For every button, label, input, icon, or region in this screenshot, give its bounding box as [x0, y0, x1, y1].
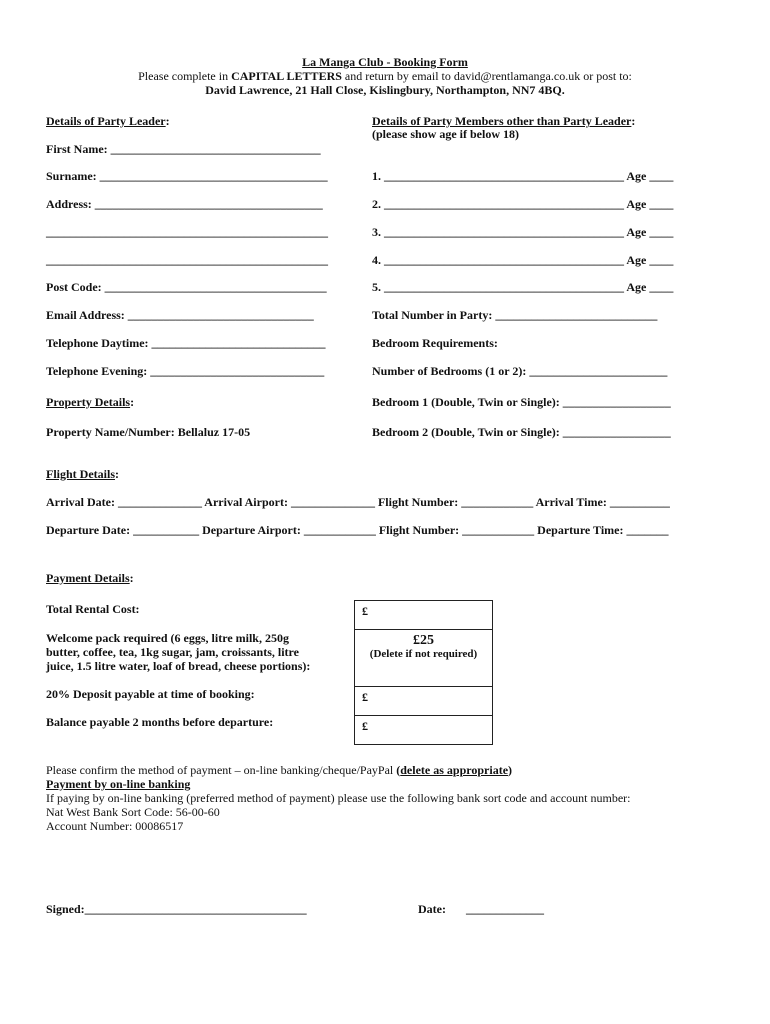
welcome-pack-cell[interactable] — [355, 630, 492, 687]
surname-field[interactable]: Surname: ______________________________________ — [46, 169, 328, 183]
members-heading — [372, 114, 635, 128]
instruction-pre: Please complete in — [138, 69, 232, 83]
instruction-caps: CAPITAL LETTERS — [231, 69, 342, 83]
member-row-2[interactable]: 2. ________________________________________ Age ____ — [372, 197, 674, 211]
payment-heading-colon: : — [129, 571, 134, 585]
arrival-fields[interactable]: Arrival Date: ______________ Arrival Airport: ______________ Flight Number: ____________ Arrival Time: __________ — [46, 495, 670, 509]
welcome-pack-label-3: juice, 1.5 litre water, loaf of bread, cheese portions): — [46, 659, 311, 673]
departure-fields[interactable]: Departure Date: ___________ Departure Airport: ____________ Flight Number: ____________ Departure Time: _______ — [46, 523, 669, 537]
deposit-cell[interactable] — [355, 687, 492, 716]
first-name-field[interactable]: First Name: ___________________________________ — [46, 142, 321, 156]
member-row-3[interactable]: 3. ________________________________________ Age ____ — [372, 225, 674, 239]
total-rental-label: Total Rental Cost: — [46, 602, 140, 616]
welcome-pack-price: £25 — [413, 633, 434, 648]
date-label: Date: — [418, 902, 446, 916]
payment-method-paren-close: ) — [508, 763, 513, 777]
deposit-amount: £ — [362, 690, 368, 704]
total-in-party-field[interactable]: Total Number in Party: ___________________________ — [372, 308, 658, 322]
members-age-note: (please show age if below 18) — [372, 127, 519, 141]
address-line-2[interactable]: _______________________________________________ — [46, 225, 328, 239]
delete-as-appropriate: delete as appropriate — [400, 763, 509, 777]
member-row-4[interactable]: 4. ________________________________________ Age ____ — [372, 253, 674, 267]
bedroom-1-field[interactable]: Bedroom 1 (Double, Twin or Single): __________________ — [372, 395, 671, 409]
balance-label: Balance payable 2 months before departure: — [46, 715, 274, 729]
flight-heading-colon: : — [115, 467, 119, 481]
members-heading-colon: : — [631, 114, 636, 128]
welcome-pack-label-1: Welcome pack required (6 eggs, litre milk, 250g — [46, 631, 289, 645]
online-banking-heading: Payment by on-line banking — [46, 777, 191, 791]
instruction-line — [0, 69, 770, 83]
telephone-evening-field[interactable]: Telephone Evening: _____________________________ — [46, 364, 325, 378]
deposit-label: 20% Deposit payable at time of booking: — [46, 687, 255, 701]
welcome-pack-label-2: butter, coffee, tea, 1kg sugar, jam, croissants, litre — [46, 645, 299, 659]
property-heading — [46, 395, 134, 409]
date-field[interactable]: _____________ — [466, 902, 544, 916]
return-address: David Lawrence, 21 Hall Close, Kislingbury, Northampton, NN7 4BQ. — [205, 83, 565, 97]
bedroom-2-field[interactable]: Bedroom 2 (Double, Twin or Single): __________________ — [372, 425, 671, 439]
welcome-pack-delete-note: (Delete if not required) — [369, 648, 478, 660]
balance-amount: £ — [362, 719, 368, 733]
form-title: La Manga Club - Booking Form — [302, 55, 468, 69]
property-heading-text: Property Details — [46, 395, 131, 409]
total-rental-amount: £ — [362, 604, 368, 618]
leader-heading — [46, 114, 170, 128]
online-banking-instructions: If paying by on-line banking (preferred method of payment) please use the following bank sort code and account number: — [46, 791, 631, 805]
payment-method-line — [46, 763, 512, 777]
flight-heading — [46, 467, 119, 481]
leader-heading-colon: : — [165, 114, 170, 128]
member-row-1[interactable]: 1. ________________________________________ Age ____ — [372, 169, 674, 183]
members-heading-text: Details of Party Members other than Party Leader — [372, 114, 632, 128]
total-rental-cell[interactable] — [355, 601, 492, 630]
property-heading-colon: : — [130, 395, 135, 409]
payment-heading-text: Payment Details — [46, 571, 130, 585]
sort-code: Nat West Bank Sort Code: 56-00-60 — [46, 805, 220, 819]
balance-cell[interactable] — [355, 716, 492, 744]
email-field[interactable]: Email Address: _______________________________ — [46, 308, 314, 322]
bedroom-requirements-label: Bedroom Requirements: — [372, 336, 498, 350]
telephone-daytime-field[interactable]: Telephone Daytime: _____________________________ — [46, 336, 326, 350]
post-code-field[interactable]: Post Code: _____________________________________ — [46, 280, 327, 294]
payment-method-paren-open: ( — [396, 763, 401, 777]
address-field[interactable]: Address: ______________________________________ — [46, 197, 323, 211]
payment-amounts-table — [354, 600, 493, 745]
signature-field[interactable]: Signed:_____________________________________ — [46, 902, 307, 916]
number-of-bedrooms-field[interactable]: Number of Bedrooms (1 or 2): _______________________ — [372, 364, 668, 378]
instruction-post: and return by email to david@rentlamanga.co.uk or post to: — [341, 69, 632, 83]
member-row-5[interactable]: 5. ________________________________________ Age ____ — [372, 280, 674, 294]
flight-heading-text: Flight Details — [46, 467, 115, 481]
payment-method-text: Please confirm the method of payment – on-line banking/cheque/PayPal — [46, 763, 397, 777]
address-line-3[interactable]: _______________________________________________ — [46, 253, 328, 267]
property-name: Property Name/Number: Bellaluz 17-05 — [46, 425, 251, 439]
account-number: Account Number: 00086517 — [46, 819, 184, 833]
leader-heading-text: Details of Party Leader — [46, 114, 166, 128]
payment-heading — [46, 571, 134, 585]
